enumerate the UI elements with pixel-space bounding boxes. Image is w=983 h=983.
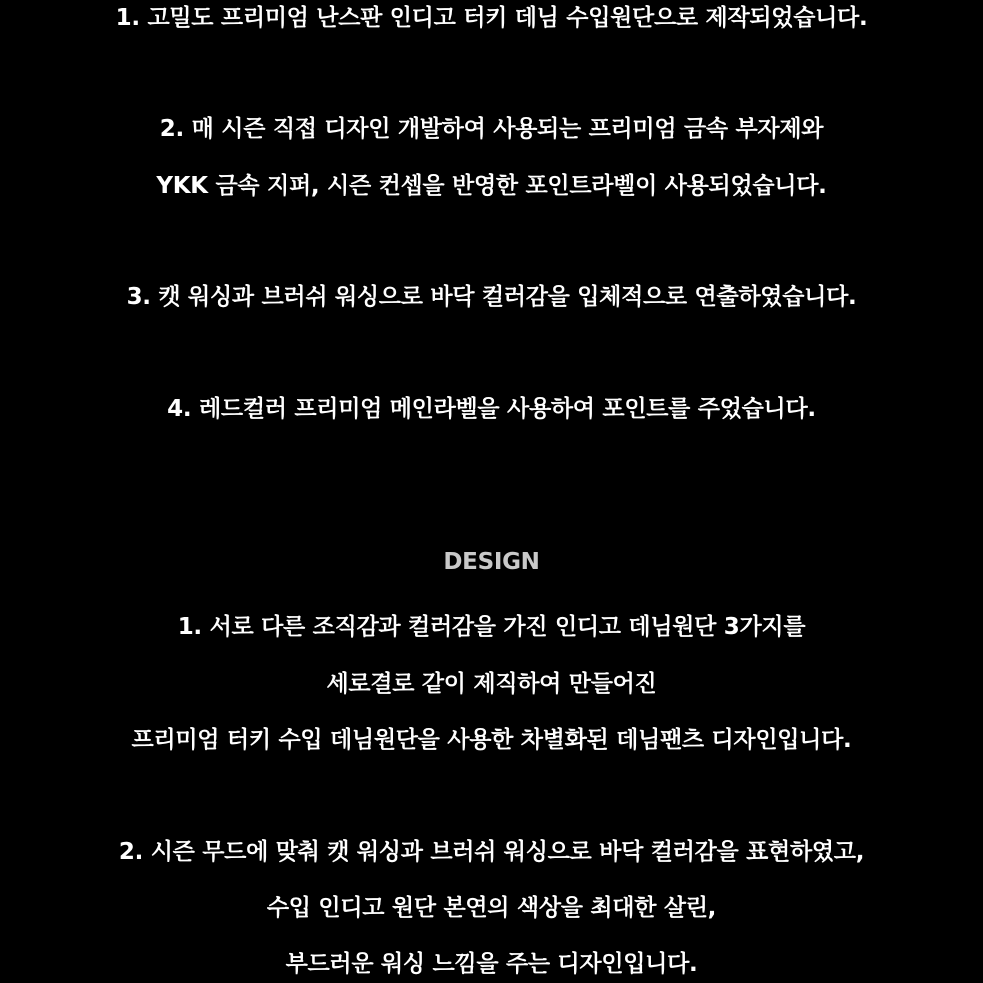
design-1-line-1: 1. 서로 다른 조직감과 컬러감을 가진 인디고 데님원단 3가지를 [177, 614, 806, 640]
design-1-line-2: 세로결로 같이 제직하여 만들어진 [326, 671, 657, 697]
feature-3-line-1: 3. 캣 워싱과 브러쉬 워싱으로 바닥 컬러감을 입체적으로 연출하였습니다. [126, 284, 857, 310]
feature-2-line-2: YKK 금속 지퍼, 시즌 컨셉을 반영한 포인트라벨이 사용되었습니다. [156, 173, 827, 199]
design-2-line-1: 2. 시즌 무드에 맞춰 캣 워싱과 브러쉬 워싱으로 바닥 컬러감을 표현하였고, [118, 839, 865, 865]
feature-2-line-1: 2. 매 시즌 직접 디자인 개발하여 사용되는 프리미엄 금속 부자제와 [159, 116, 824, 142]
design-2-line-2: 수입 인디고 원단 본연의 색상을 최대한 살린, [266, 895, 717, 921]
design-heading: DESIGN [443, 549, 540, 575]
feature-1-line-1: 1. 고밀도 프리미엄 난스판 인디고 터키 데님 수입원단으로 제작되었습니다. [115, 5, 868, 31]
design-2-line-3: 부드러운 워싱 느낌을 주는 디자인입니다. [285, 951, 698, 977]
design-1-line-3: 프리미엄 터키 수입 데님원단을 사용한 차별화된 데님팬츠 디자인입니다. [131, 727, 852, 753]
feature-4-line-1: 4. 레드컬러 프리미엄 메인라벨을 사용하여 포인트를 주었습니다. [167, 396, 816, 422]
